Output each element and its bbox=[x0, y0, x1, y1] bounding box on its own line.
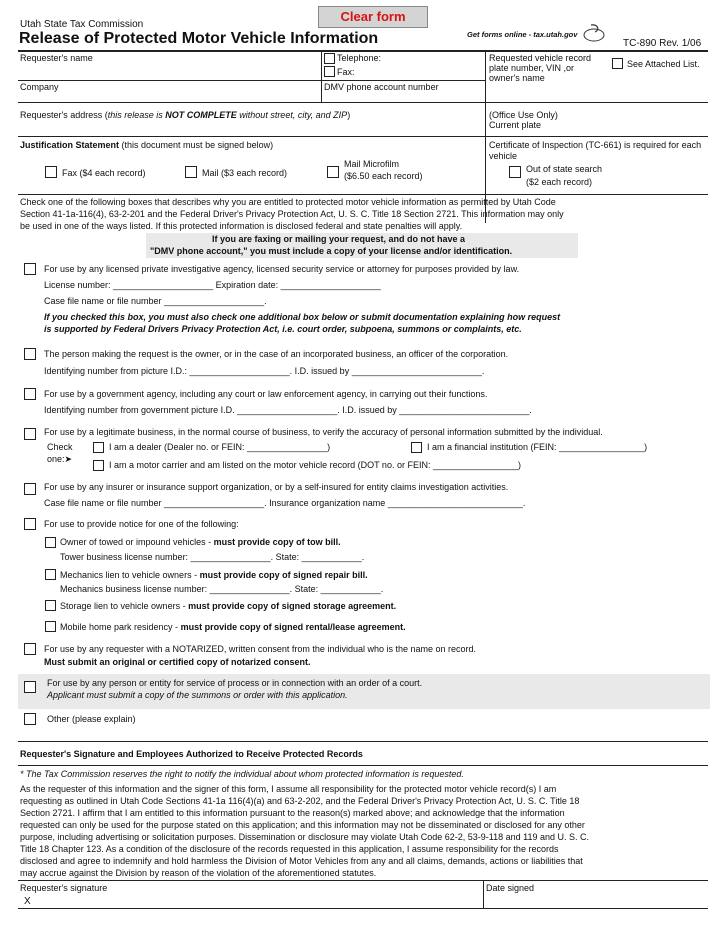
fax-fee-label: Fax ($4 each record) bbox=[62, 168, 146, 178]
license-number-field[interactable]: License number: ____________________ Expiration date: ____________________ bbox=[44, 280, 381, 290]
carrier-field[interactable]: I am a motor carrier and am listed on the motor vehicle record (DOT no. or FEIN: _________________) bbox=[109, 460, 522, 470]
microfilm-label-1: Mail Microfilm bbox=[344, 159, 399, 169]
mechanics-license-field[interactable]: Mechanics business license number: ________________. State: ____________. bbox=[60, 584, 384, 594]
telephone-label: Telephone: bbox=[337, 53, 382, 63]
affirm-line-2: requesting as outlined in Utah Code Sections 41-1a 116(4)(a) and 63-2-202, and the Federal Driver's Privacy Protection Act, U. S. C. Title 18 bbox=[20, 796, 580, 806]
notice-line-2: "DMV phone account," you must include a copy of your license and/or identification. bbox=[150, 246, 513, 256]
out-of-state-label-2: ($2 each record) bbox=[526, 177, 593, 187]
intro-line-3: be used in one of the ways listed. If this protected information is disclosed federal and state penalties will apply. bbox=[20, 221, 463, 231]
affirm-line-4: requested can only be used for the purpose stated on this application; and this information may not be disseminated or disclosed for any other bbox=[20, 820, 585, 830]
see-attached-label: See Attached List. bbox=[627, 59, 700, 69]
address-label: Requester's address (this release is NOT COMPLETE without street, city, and ZIP) bbox=[20, 110, 351, 120]
owner-id-field[interactable]: Identifying number from picture I.D.: ____________________. I.D. issued by __________________________. bbox=[44, 366, 485, 376]
insurer-fields[interactable]: Case file name or file number ____________________. Insurance organization name ___________________________. bbox=[44, 498, 526, 508]
storage-text: Storage lien to vehicle owners - must provide copy of signed storage agreement. bbox=[60, 601, 397, 611]
option-court-text: For use by any person or entity for service of process or in connection with an order of a court. bbox=[47, 678, 423, 688]
affirm-line-1: As the requester of this information and the signer of this form, I assume all responsibility for the protected motor vehicle record(s) I am bbox=[20, 784, 557, 794]
divider bbox=[18, 136, 708, 137]
option-investigative-text: For use by any licensed private investigative agency, licensed security service or attorney for purposes provided by law. bbox=[44, 264, 520, 274]
intro-line-2: Section 41-1a-116(4), 63-2-201 and the Federal Driver's Privacy Protection Act, U. S. C. Title 18 Section 2721. This information may only bbox=[20, 209, 564, 219]
mail-fee-checkbox[interactable] bbox=[185, 166, 197, 178]
affirm-line-3: Section 2721. I affirm that I am entitled to this information pursuant to the reason(s) marked above; and acknowledge that the information bbox=[20, 808, 565, 818]
divider bbox=[483, 880, 484, 908]
microfilm-label-2: ($6.50 each record) bbox=[344, 171, 423, 181]
towed-text: Owner of towed or impound vehicles - must provide copy of tow bill. bbox=[60, 537, 341, 547]
intro-line-1: Check one of the following boxes that describes why you are entitled to protected motor vehicle information as permitted by Utah Code bbox=[20, 197, 556, 207]
cert-inspection-label: Certificate of Inspection (TC-661) is required for each vehicle bbox=[489, 140, 702, 161]
out-of-state-checkbox[interactable] bbox=[509, 166, 521, 178]
option-government-checkbox[interactable] bbox=[24, 388, 36, 400]
out-of-state-label-1: Out of state search bbox=[526, 164, 603, 174]
signature-input[interactable] bbox=[36, 893, 476, 907]
divider bbox=[18, 765, 708, 766]
check-one-label-2: one:➤ bbox=[47, 454, 73, 464]
option-insurer-checkbox[interactable] bbox=[24, 483, 36, 495]
see-attached-checkbox[interactable] bbox=[612, 58, 623, 69]
dmv-account-label: DMV phone account number bbox=[324, 82, 439, 92]
agency-name: Utah State Tax Commission bbox=[20, 19, 144, 30]
mail-fee-label: Mail ($3 each record) bbox=[202, 168, 288, 178]
financial-field[interactable]: I am a financial institution (FEIN: _________________) bbox=[427, 442, 648, 452]
other-explain-input[interactable] bbox=[180, 712, 700, 728]
investigative-note-2: is supported by Federal Drivers Privacy Protection Act, i.e. court order, subpoena, summons or complaints, etc. bbox=[44, 324, 522, 334]
option-investigative-checkbox[interactable] bbox=[24, 263, 36, 275]
justification-label: Justification Statement (this document must be signed below) bbox=[20, 140, 274, 150]
fax-label: Fax: bbox=[337, 67, 355, 77]
mobile-home-text: Mobile home park residency - must provide copy of signed rental/lease agreement. bbox=[60, 622, 406, 632]
form-id: TC-890 Rev. 1/06 bbox=[623, 38, 702, 49]
option-other-checkbox[interactable] bbox=[24, 713, 36, 725]
option-business-checkbox[interactable] bbox=[24, 428, 36, 440]
option-owner-checkbox[interactable] bbox=[24, 348, 36, 360]
requested-vehicle-label: Requested vehicle record plate number, VIN ,or owner's name bbox=[489, 53, 592, 83]
notarized-note: Must submit an original or certified copy of notarized consent. bbox=[44, 657, 311, 667]
top-rule bbox=[18, 50, 708, 52]
clear-form-button[interactable] bbox=[318, 6, 428, 28]
court-note: Applicant must submit a copy of the summons or order with this application. bbox=[47, 690, 348, 700]
towed-checkbox[interactable] bbox=[45, 537, 56, 548]
option-court-checkbox[interactable] bbox=[24, 681, 36, 693]
divider bbox=[18, 880, 708, 881]
signature-x: X bbox=[24, 896, 31, 907]
signature-heading: Requester's Signature and Employees Authorized to Receive Protected Records bbox=[20, 749, 363, 759]
fax-fee-checkbox[interactable] bbox=[45, 166, 57, 178]
requester-name-label: Requester's name bbox=[20, 53, 93, 63]
option-insurer-text: For use by any insurer or insurance support organization, or by a self-insured for entity claims investigation activities. bbox=[44, 482, 509, 492]
reserve-note: * The Tax Commission reserves the right to notify the individual about whom protected information is requested. bbox=[20, 769, 464, 779]
requester-name-input[interactable] bbox=[20, 63, 318, 77]
storage-checkbox[interactable] bbox=[45, 600, 56, 611]
affirm-line-8: may accrue against the Division by reason of the violation of the aforementioned statutes. bbox=[20, 868, 377, 878]
affirm-line-7: disclosed and agree to indemnify and hold harmless the Division of Motor Vehicles from any and all claims, demands, actions or liabilities that bbox=[20, 856, 583, 866]
signature-label: Requester's signature bbox=[20, 883, 108, 893]
divider bbox=[18, 908, 708, 909]
affirm-line-6: Title 18 Chapter 123. As a condition of the disclosure of the records requested in this application, I assume responsibility for the records bbox=[20, 844, 559, 854]
divider bbox=[18, 194, 708, 195]
option-owner-text: The person making the request is the owner, or in the case of an incorporated business, an officer of the corporation. bbox=[44, 349, 509, 359]
investigative-note-1: If you checked this box, you must also check one additional box below or submit documentation explaining how request bbox=[44, 312, 561, 322]
dealer-field[interactable]: I am a dealer (Dealer no. or FEIN: ________________) bbox=[109, 442, 331, 452]
fax-checkbox[interactable] bbox=[324, 66, 335, 77]
office-use-label: (Office Use Only) bbox=[489, 110, 558, 120]
online-forms-text: Get forms online - tax.utah.gov bbox=[467, 30, 578, 39]
notice-line-1: If you are faxing or mailing your request, and do not have a bbox=[212, 234, 466, 244]
mechanics-text: Mechanics lien to vehicle owners - must provide copy of signed repair bill. bbox=[60, 570, 368, 580]
option-notarized-text: For use by any requester with a NOTARIZED, written consent from the individual who is the name on record. bbox=[44, 644, 477, 654]
divider bbox=[18, 741, 708, 742]
dealer-checkbox[interactable] bbox=[93, 442, 104, 453]
affirm-line-5: purpose, including advertising or solicitation purposes. Dissemination or disclosure may violate Utah Code 62-2, 53-9-118 and 119 and U. S. C. bbox=[20, 832, 589, 842]
mobile-home-checkbox[interactable] bbox=[45, 621, 56, 632]
microfilm-checkbox[interactable] bbox=[327, 166, 339, 178]
option-notice-checkbox[interactable] bbox=[24, 518, 36, 530]
divider bbox=[18, 102, 708, 103]
divider bbox=[321, 51, 322, 102]
tower-license-field[interactable]: Tower business license number: ________________. State: ____________. bbox=[60, 552, 365, 562]
option-notarized-checkbox[interactable] bbox=[24, 643, 36, 655]
current-plate-label: Current plate bbox=[489, 120, 542, 130]
option-other-text: Other (please explain) bbox=[47, 714, 136, 724]
case-file-field[interactable]: Case file name or file number ____________________. bbox=[44, 296, 267, 306]
option-business-text: For use by a legitimate business, in the normal course of business, to verify the accuracy of personal information submitted by the individual. bbox=[44, 427, 603, 437]
company-label: Company bbox=[20, 82, 59, 92]
carrier-checkbox[interactable] bbox=[93, 460, 104, 471]
date-signed-input[interactable] bbox=[488, 893, 703, 907]
option-notice-text: For use to provide notice for one of the following: bbox=[44, 519, 239, 529]
mechanics-checkbox[interactable] bbox=[45, 569, 56, 580]
telephone-checkbox[interactable] bbox=[324, 53, 335, 64]
form-title: Release of Protected Motor Vehicle Information bbox=[19, 30, 379, 47]
date-signed-label: Date signed bbox=[486, 883, 535, 893]
government-id-field[interactable]: Identifying number from government picture I.D. ____________________. I.D. issued by __________________________. bbox=[44, 405, 532, 415]
financial-checkbox[interactable] bbox=[411, 442, 422, 453]
divider bbox=[18, 80, 485, 81]
option-government-text: For use by a government agency, including any court or law enforcement agency, in carrying out their functions. bbox=[44, 389, 488, 399]
check-one-label-1: Check bbox=[47, 442, 73, 452]
utah-logo-icon bbox=[582, 22, 608, 44]
clear-form-label: Clear form bbox=[340, 9, 406, 24]
